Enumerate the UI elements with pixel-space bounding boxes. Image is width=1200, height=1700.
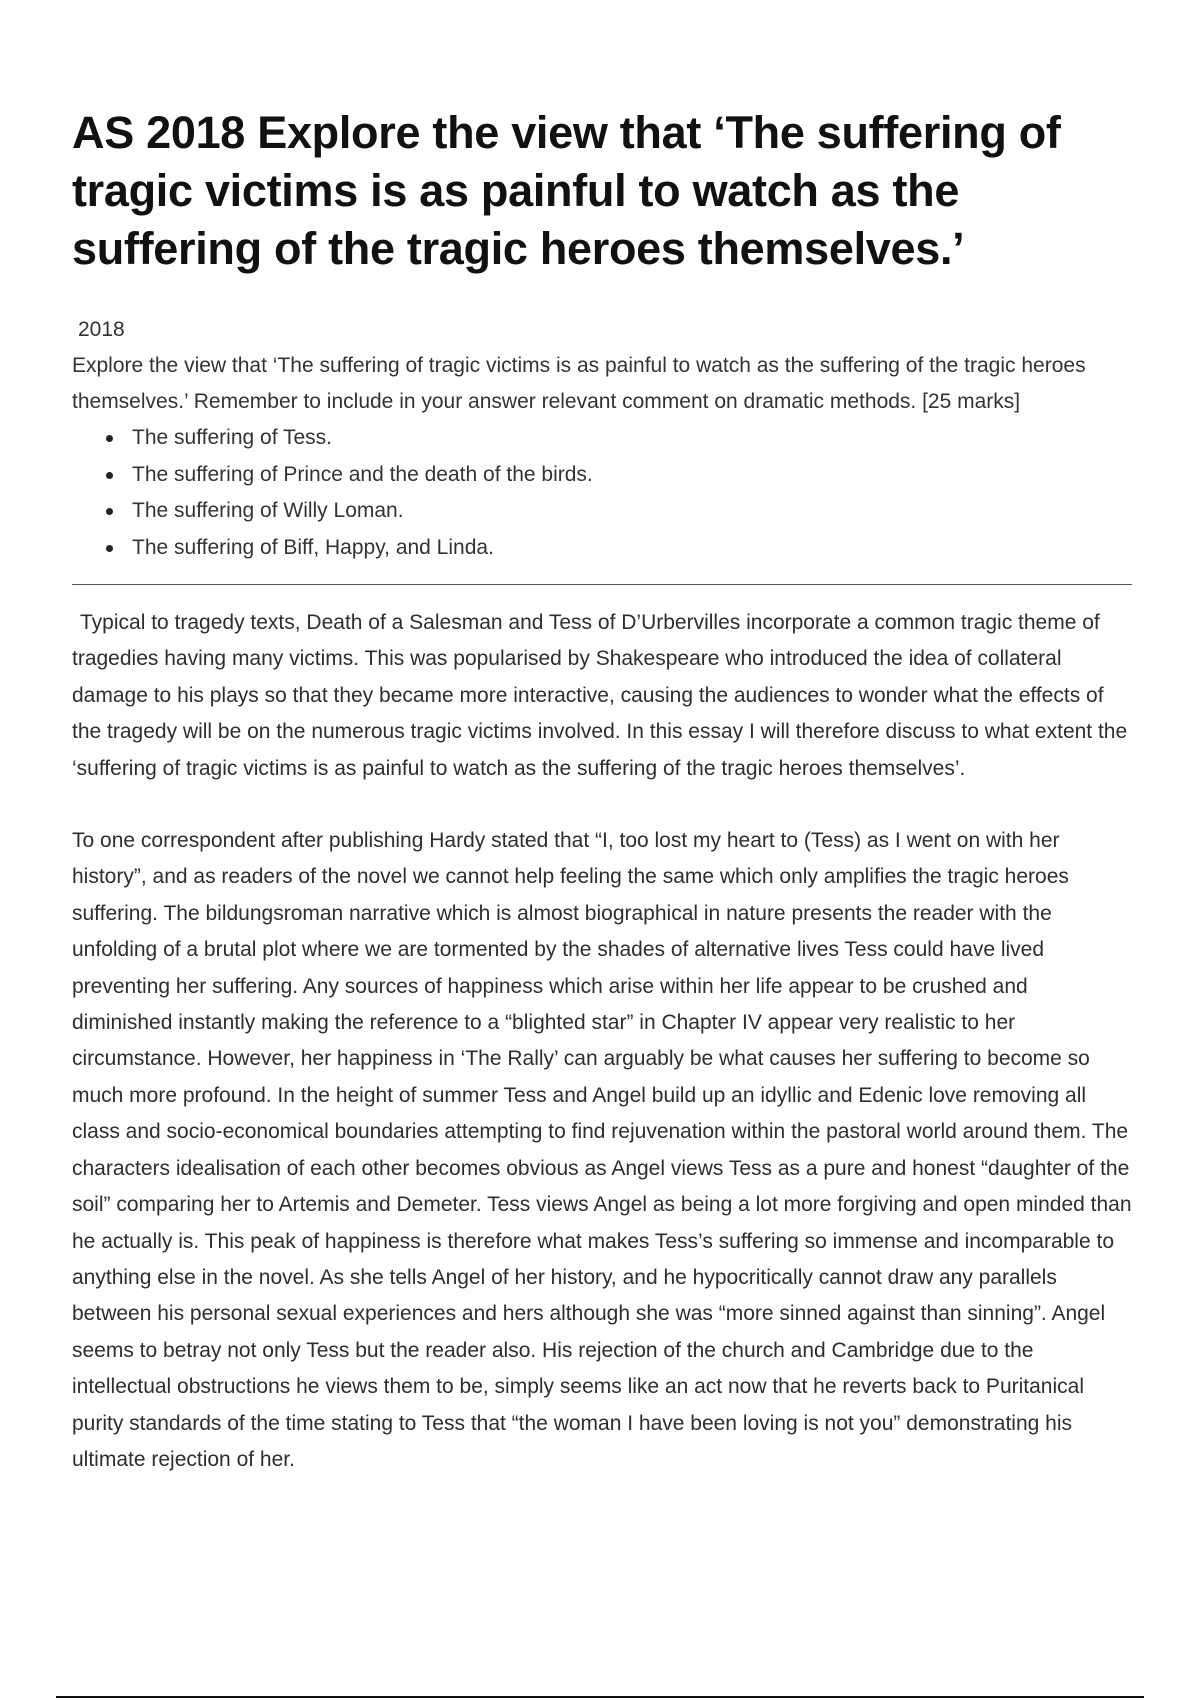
page-title: AS 2018 Explore the view that ‘The suffering of tragic victims is as painful to watch as the suffering of the tragic heroes themselves.’ bbox=[72, 107, 1061, 274]
question-year: 2018 bbox=[78, 318, 125, 341]
essay-paragraph-tess: To one correspondent after publishing Hardy stated that “I, too lost my heart to (Tess) as I went on with her history”, and as readers of the novel we cannot help feeling the same which only amplifies the tragic heroes suffering. The bildungsroman narrative which is almost biographical in nature presents the reader with the unfolding of a brutal plot where we are tormented by the shades of alternative lives Tess could have lived preventing her suffering. Any sources of happiness which arise within her life appear to be crushed and diminished instantly making the reference to a “blighted star” in Chapter IV appear very realistic to her circumstance. However, her happiness in ‘The Rally’ can arguably be what causes her suffering to become so much more profound. In the height of summer Tess and Angel build up an idyllic and Edenic love removing all class and socio-economical boundaries attempting to find rejuvenation within the pastoral world around them. The characters idealisation of each other becomes obvious as Angel views Tess as a pure and honest “daughter of the soil” comparing her to Artemis and Demeter. Tess views Angel as being a lot more forgiving and open minded than he actually is. This peak of happiness is therefore what makes Tess’s suffering so immense and incomparable to anything else in the novel. As she tells Angel of her history, and he hypocritically cannot draw any parallels between his personal sexual experiences and hers although she was “more sinned against than sinning”. Angel seems to betray not only Tess but the reader also. His rejection of the church and Cambridge due to the intellectual obstructions he views them to be, simply seems like an act now that he reverts back to Puritanical purity standards of the time stating to Tess that “the woman I have been loving is not you” demonstrating his ultimate rejection of her. bbox=[72, 829, 1132, 1471]
bullet-item: The suffering of Tess. bbox=[106, 420, 1132, 457]
question-block bbox=[72, 312, 1132, 420]
section-divider bbox=[72, 584, 1132, 585]
question-text: Explore the view that ‘The suffering of tragic victims is as painful to watch as the suffering of the tragic heroes themselves.’ Remember to include in your answer relevant comment on dramatic methods. [25 marks] bbox=[72, 354, 1086, 413]
page-bottom-divider bbox=[56, 1696, 1144, 1698]
essay-paragraph-intro: Typical to tragedy texts, Death of a Salesman and Tess of D’Urbervilles incorporate a common tragic theme of tragedies having many victims. This was popularised by Shakespeare who introduced the idea of collateral damage to his plays so that they became more interactive, causing the audiences to wonder what the effects of the tragedy will be on the numerous tragic victims involved. In this essay I will therefore discuss to what extent the ‘suffering of tragic victims is as painful to watch as the suffering of the tragic heroes themselves’. bbox=[72, 611, 1128, 780]
question-bullet-list bbox=[72, 420, 1132, 566]
bullet-item: The suffering of Biff, Happy, and Linda. bbox=[106, 530, 1132, 567]
bullet-item: The suffering of Prince and the death of the birds. bbox=[106, 457, 1132, 494]
bullet-item: The suffering of Willy Loman. bbox=[106, 493, 1132, 530]
essay-body bbox=[72, 605, 1132, 1478]
document-page bbox=[72, 104, 1132, 1478]
